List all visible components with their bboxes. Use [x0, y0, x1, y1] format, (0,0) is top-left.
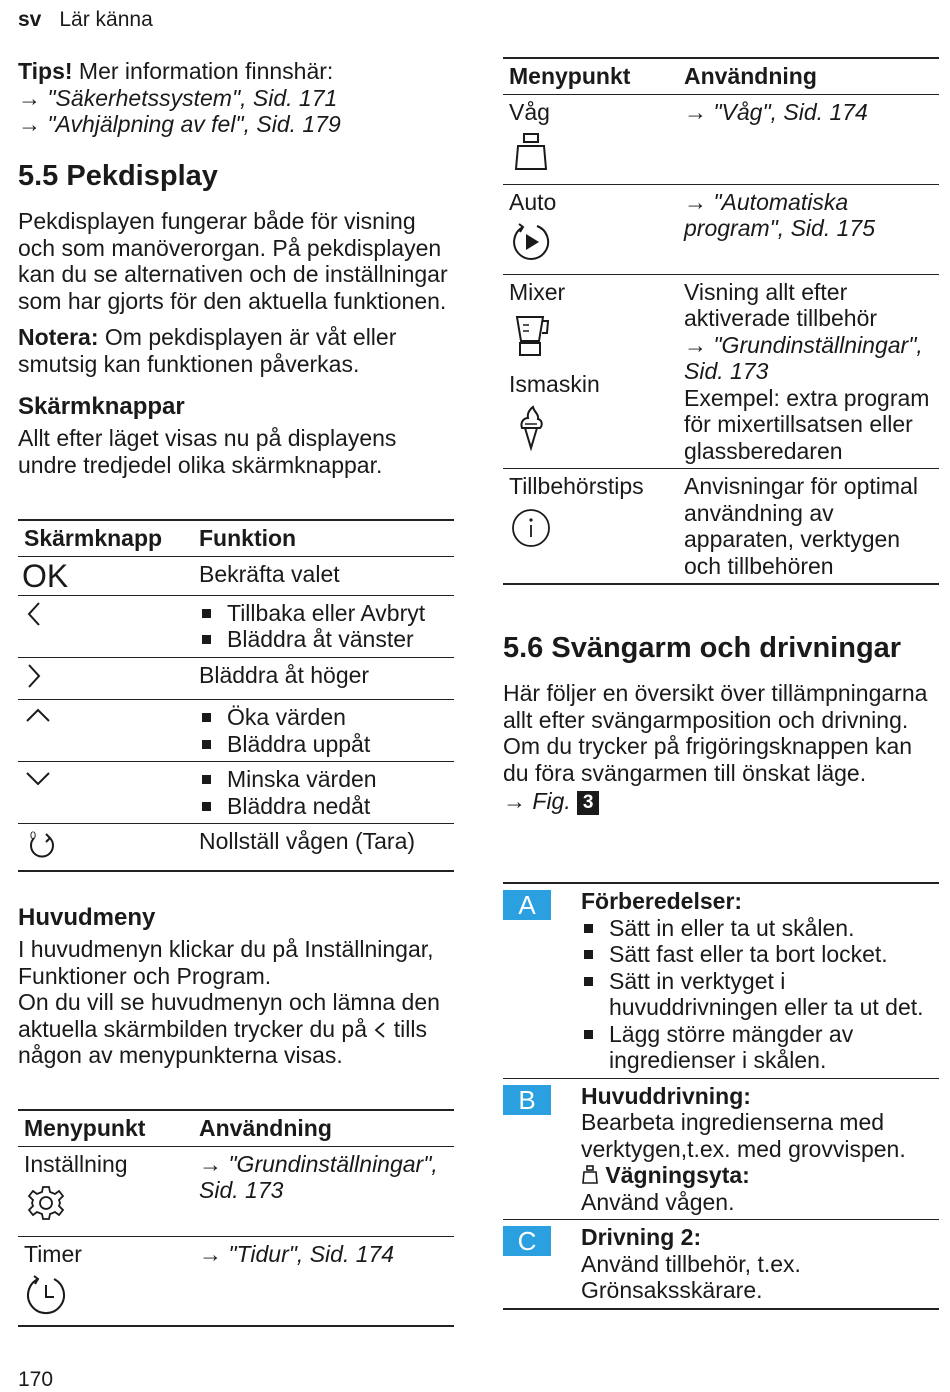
list-item: Sätt in verktyget i huvuddrivningen eller ta ut det.: [581, 968, 939, 1021]
chevron-down-icon: [24, 766, 52, 790]
huvudmeny-block: [18, 904, 454, 1069]
screen-buttons-table: [18, 519, 454, 872]
col-header: Användning: [193, 1110, 454, 1146]
section-5-6-body: [503, 680, 939, 815]
table-row: [18, 1236, 454, 1326]
table-row: [503, 274, 939, 469]
skarmknappar-paragraph: Allt efter läget visas nu på displayens undre tredjedel olika skärmknappar.: [18, 425, 397, 478]
table-cell: Exempel: extra program för mixertillsatsen eller glassberedaren: [684, 384, 930, 464]
table-row: [503, 883, 939, 1078]
table-row: [18, 700, 454, 762]
table-row: [503, 1220, 939, 1309]
auto-play-icon: [509, 221, 553, 263]
section-5-5-title: 5.5 Pekdisplay: [18, 160, 218, 192]
menu-item-name: Timer: [24, 1240, 82, 1267]
svg-text:0: 0: [30, 830, 37, 842]
menu-item-name: Ismaskin: [509, 371, 600, 397]
scale-icon: [581, 1165, 599, 1185]
position-a-badge: A: [503, 890, 551, 920]
table-row: [503, 184, 939, 274]
position-a-title: Förberedelser:: [581, 888, 743, 914]
table-cell: Anvisningar för optimal användning av apparaten, verktygen och tillbehören: [678, 469, 939, 585]
menu-item-name: Våg: [509, 98, 550, 125]
position-c-text: Använd tillbehör, t.ex. Grönsaksskärare.: [581, 1250, 801, 1303]
col-header: Användning: [678, 58, 939, 94]
position-b-badge: B: [503, 1085, 551, 1115]
list-item: Sätt fast eller ta bort locket.: [581, 941, 939, 968]
tips-block: [18, 58, 454, 138]
col-header: Skärmknapp: [18, 520, 193, 556]
menu-item-link[interactable]: → "Grundinställningar", Sid. 173: [193, 1146, 454, 1236]
menu-item-name: Inställning: [24, 1150, 128, 1177]
huvudmeny-heading: Huvudmeny: [18, 904, 156, 931]
menu-item-name: Tillbehörstips: [509, 473, 644, 499]
gear-icon: [24, 1183, 68, 1223]
figure-ref[interactable]: → Fig.: [503, 788, 571, 814]
section-5-5-body: [18, 208, 454, 478]
position-a-list: [581, 915, 939, 1074]
table-header-row: [503, 58, 939, 94]
chevron-right-icon: [24, 662, 44, 690]
table-row: [18, 595, 454, 657]
weighing-surface-text: Använd vågen.: [581, 1188, 735, 1215]
weighing-surface-title: Vägningsyta:: [605, 1162, 750, 1188]
position-b-title: Huvuddrivning:: [581, 1082, 751, 1109]
tare-reset-icon: [24, 828, 58, 860]
table-cell: Bläddra åt höger: [193, 657, 454, 700]
huvudmeny-paragraph-2: On du vill se huvudmenyn och lämna den aktuella skärmbilden trycker du på tills någon av menypunkterna visas.: [18, 989, 440, 1068]
table-row: [18, 556, 454, 595]
tips-ref-2[interactable]: "Avhjälpning av fel", Sid. 179: [47, 111, 341, 137]
section-5-6-title: 5.6 Svängarm och drivningar: [503, 632, 902, 664]
main-menu-table-left: [18, 1109, 454, 1327]
position-b-text: Bearbeta ingredienserna med verktygen,t.ex. med grovvispen.: [581, 1109, 906, 1162]
table-cell: Visning allt efter aktiverade tillbehör: [684, 278, 878, 331]
table-header-row: [18, 1110, 454, 1146]
tips-text: Mer information finnshär:: [78, 58, 334, 84]
menu-item-name: Auto: [509, 188, 557, 215]
table-header-row: [18, 520, 454, 556]
table-row: [18, 762, 454, 824]
menu-item-link[interactable]: → "Grundinställningar", Sid. 173: [684, 331, 923, 384]
svangarm-paragraph-1: Här följer en översikt över tillämpningarna allt efter svängarmposition och drivning.: [503, 680, 928, 733]
list-item: Bläddra åt vänster: [199, 626, 448, 653]
huvudmeny-paragraph-1: I huvudmenyn klickar du på Inställningar, Funktioner och Program.: [18, 936, 434, 989]
language-code: sv: [18, 8, 42, 31]
figure-number-badge: 3: [577, 791, 599, 815]
menu-item-link[interactable]: → "Automatiska program", Sid. 175: [678, 184, 939, 274]
list-item: Lägg större mängder av ingredienser i skålen.: [581, 1021, 939, 1074]
skarmknappar-heading: Skärmknappar: [18, 393, 185, 420]
positions-table: [503, 882, 939, 1310]
note-label: Notera:: [18, 324, 99, 350]
header-title: Lär känna: [59, 8, 153, 31]
col-header: Menypunkt: [18, 1110, 193, 1146]
list-item: Öka värden: [199, 704, 448, 731]
note-text: Om pekdisplayen är våt eller smutsig kan funktionen påverkas.: [18, 324, 397, 377]
blender-icon: [509, 311, 553, 361]
scale-icon: [509, 131, 553, 173]
main-menu-table-right: [503, 57, 939, 585]
chevron-left-icon: [373, 1021, 387, 1039]
list-item: Bläddra uppåt: [199, 731, 448, 758]
page-header: [18, 8, 153, 32]
table-cell: Bekräfta valet: [193, 556, 454, 595]
list-item: Tillbaka eller Avbryt: [199, 600, 448, 627]
svangarm-paragraph-2: Om du trycker på frigöringsknappen kan du föra svängarmen till önskat läge.: [503, 733, 913, 786]
table-row: [18, 824, 454, 871]
col-header: Menypunkt: [503, 58, 678, 94]
table-row: [503, 94, 939, 184]
position-c-title: Drivning 2:: [581, 1224, 702, 1250]
chevron-left-icon: [24, 600, 44, 628]
pekdisplay-paragraph: Pekdisplayen fungerar både för visning och som manöverorgan. På pekdisplayen kan du se alternativen och de inställningar som har gjorts för den aktuella funktionen.: [18, 208, 448, 314]
tips-label: Tips!: [18, 58, 73, 84]
menu-item-link[interactable]: → "Tidur", Sid. 174: [193, 1236, 454, 1326]
arrow-icon: →: [18, 84, 41, 111]
table-row: [18, 1146, 454, 1236]
table-row: [18, 657, 454, 700]
timer-icon: [24, 1273, 68, 1315]
menu-item-name: Mixer: [509, 278, 566, 305]
page-number: 170: [18, 1368, 54, 1391]
table-cell: Nollställ vågen (Tara): [193, 824, 454, 871]
list-item: Sätt in eller ta ut skålen.: [581, 915, 939, 942]
list-item: Minska värden: [199, 766, 448, 793]
info-icon: [509, 506, 553, 550]
arrow-icon: →: [18, 111, 41, 137]
chevron-up-icon: [24, 704, 52, 728]
list-item: Bläddra nedåt: [199, 793, 448, 820]
tips-ref-1[interactable]: "Säkerhetssystem", Sid. 171: [47, 84, 338, 111]
col-header: Funktion: [193, 520, 454, 556]
ice-cream-icon: [509, 404, 553, 454]
ok-icon: OK: [22, 557, 69, 594]
position-c-badge: C: [503, 1226, 551, 1256]
table-row: [503, 469, 939, 585]
menu-item-link[interactable]: → "Våg", Sid. 174: [678, 94, 939, 184]
table-row: [503, 1078, 939, 1220]
